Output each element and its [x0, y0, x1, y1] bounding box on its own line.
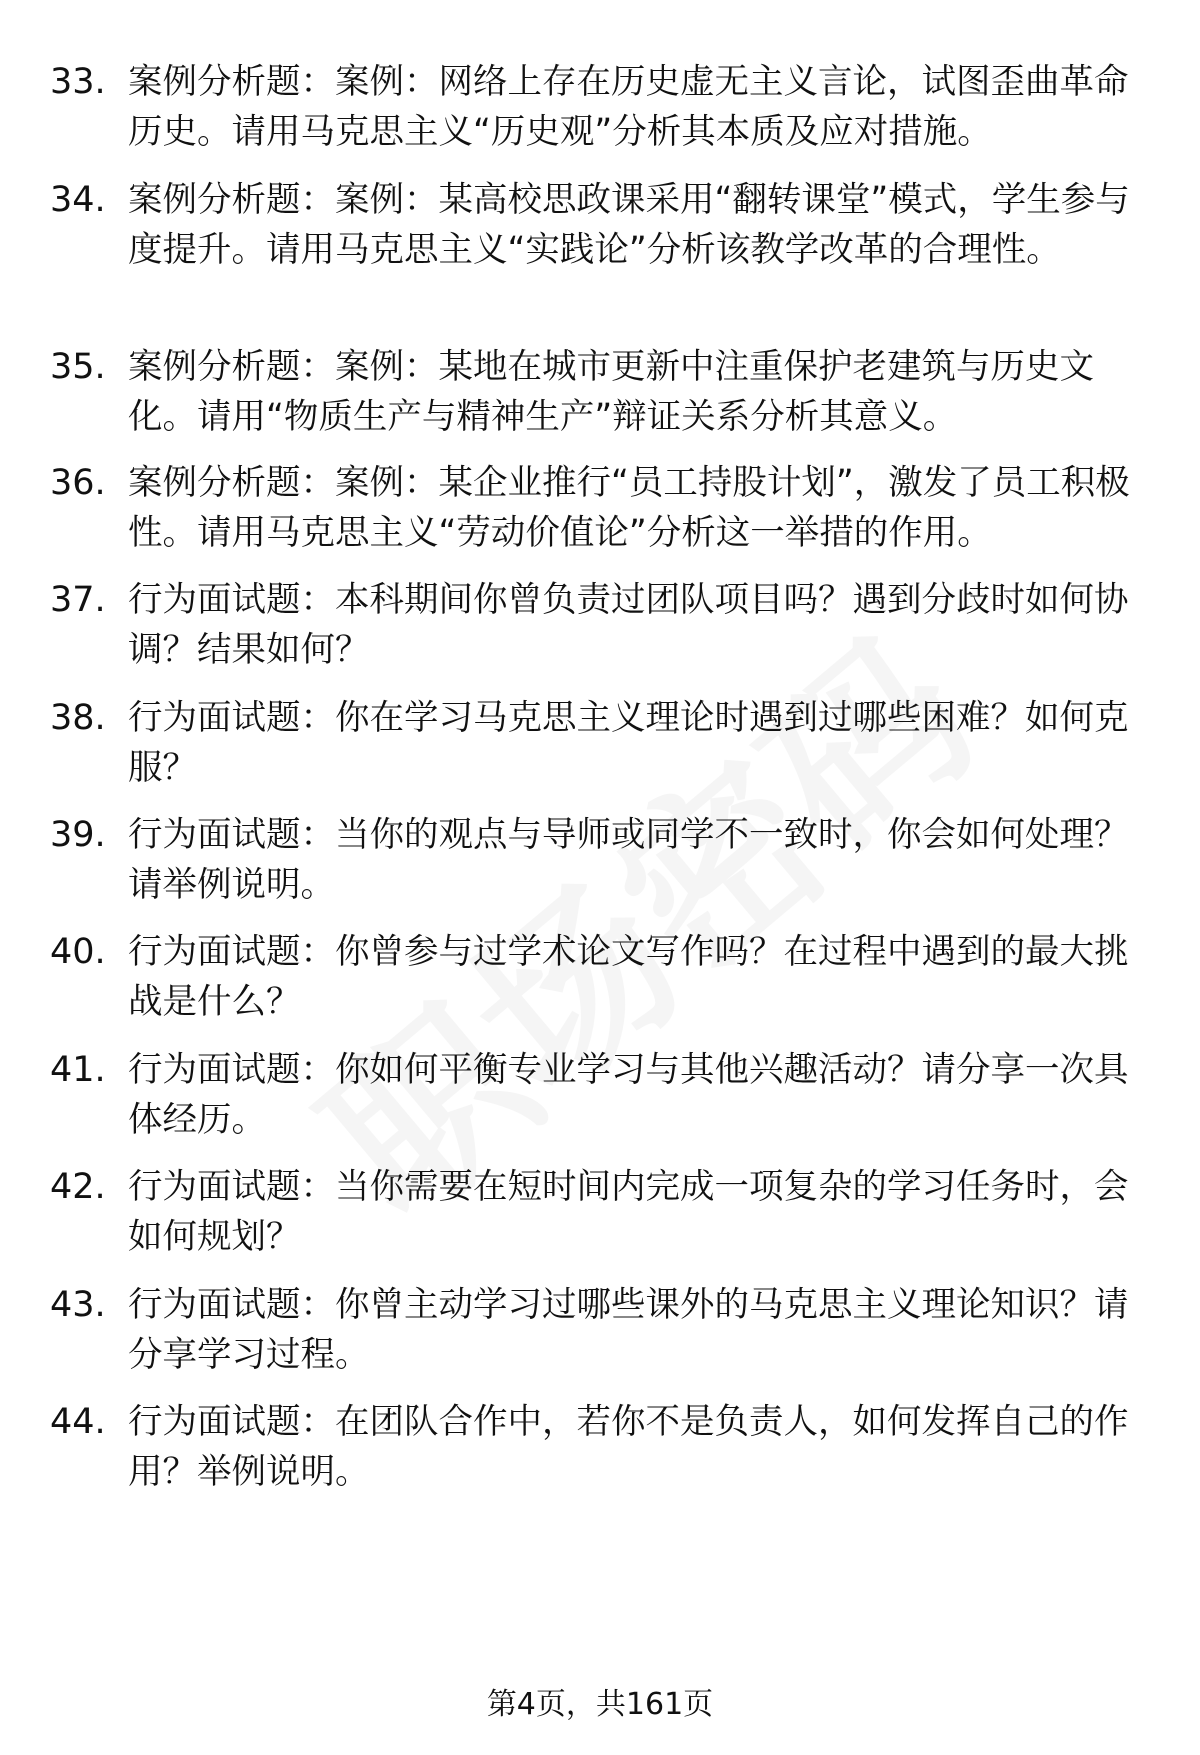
question-text: 行为面试题：你如何平衡专业学习与其他兴趣活动？请分享一次具体经历。 [128, 1050, 1129, 1140]
question-number: 33. [50, 62, 106, 102]
question-text: 行为面试题：本科期间你曾负责过团队项目吗？遇到分歧时如何协调？结果如何？ [128, 580, 1129, 670]
question-number: 44. [50, 1402, 106, 1442]
question-number: 34. [50, 180, 106, 220]
question-number: 42. [50, 1167, 106, 1207]
question-number: 39. [50, 815, 106, 855]
question-text: 行为面试题：你在学习马克思主义理论时遇到过哪些困难？如何克服？ [128, 698, 1129, 788]
question-text: 案例分析题：案例：某高校思政课采用“翻转课堂”模式，学生参与度提升。请用马克思主义“实践论”分析该教学改革的合理性。 [128, 180, 1130, 270]
question-text: 案例分析题：案例：某地在城市更新中注重保护老建筑与历史文化。请用“物质生产与精神生产”辩证关系分析其意义。 [128, 347, 1094, 437]
question-number: 36. [50, 463, 106, 503]
question-number: 37. [50, 580, 106, 620]
question-number: 40. [50, 932, 106, 972]
question-text: 行为面试题：当你的观点与导师或同学不一致时，你会如何处理？请举例说明。 [128, 815, 1129, 905]
question-text: 行为面试题：在团队合作中，若你不是负责人，如何发挥自己的作用？举例说明。 [128, 1402, 1129, 1492]
question-number: 43. [50, 1285, 106, 1325]
question-number: 41. [50, 1050, 106, 1090]
page-number-footer: 第4页，共161页 [486, 1687, 714, 1722]
question-text: 行为面试题：你曾参与过学术论文写作吗？在过程中遇到的最大挑战是什么？ [128, 932, 1129, 1022]
question-text: 行为面试题：你曾主动学习过哪些课外的马克思主义理论知识？请分享学习过程。 [128, 1285, 1129, 1375]
question-text: 案例分析题：案例：网络上存在历史虚无主义言论，试图歪曲革命历史。请用马克思主义“历史观”分析其本质及应对措施。 [128, 62, 1129, 152]
question-number: 35. [50, 347, 106, 387]
question-number: 38. [50, 698, 106, 738]
question-text: 行为面试题：当你需要在短时间内完成一项复杂的学习任务时，会如何规划？ [128, 1167, 1129, 1257]
question-text: 案例分析题：案例：某企业推行“员工持股计划”，激发了员工积极性。请用马克思主义“劳动价值论”分析这一举措的作用。 [128, 463, 1130, 553]
